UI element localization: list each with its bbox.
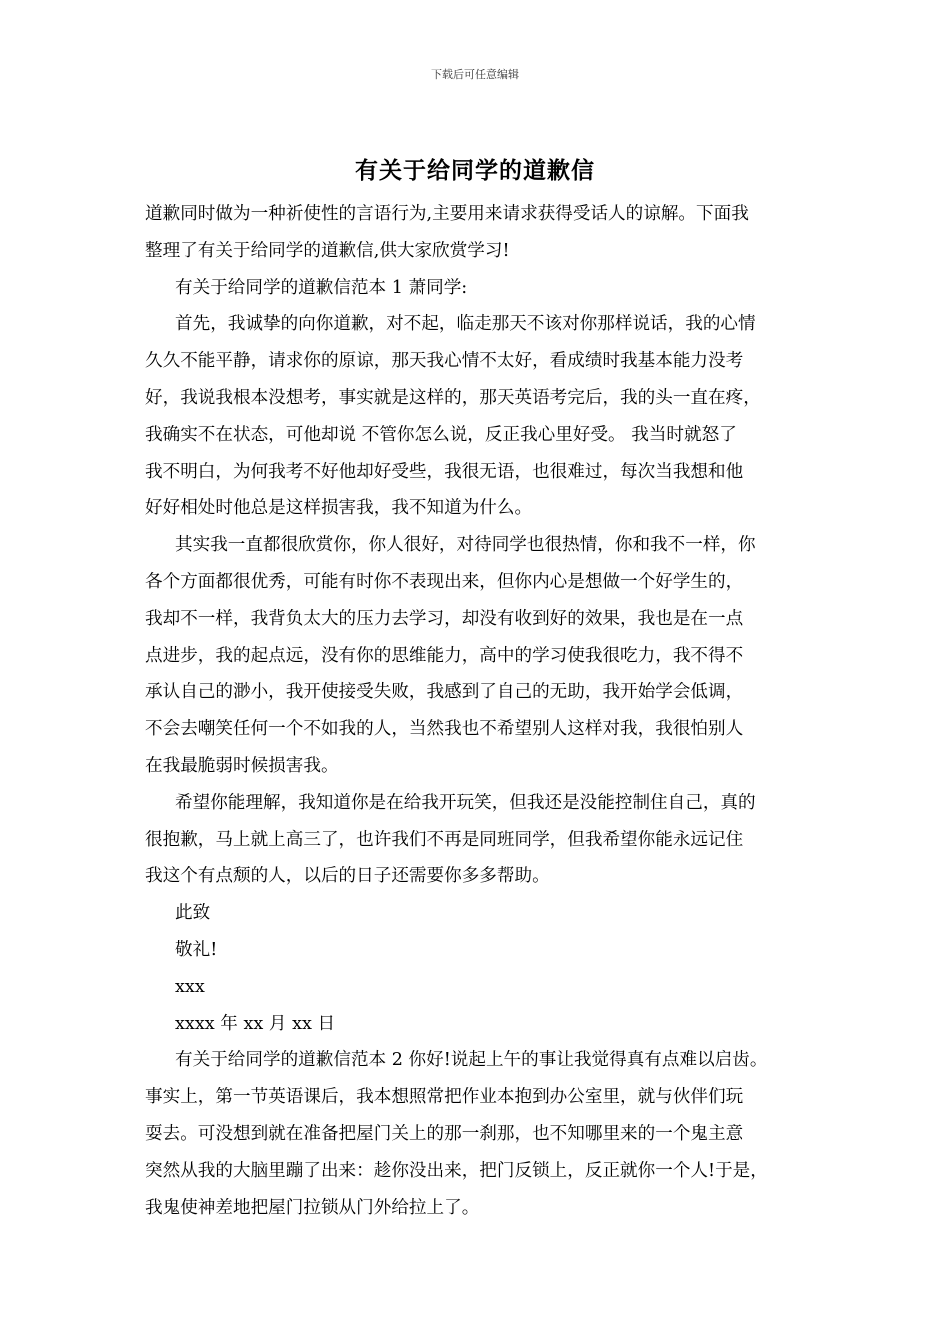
letter-body — [145, 196, 835, 1226]
text-line: 很抱歉，马上就上高三了，也许我们不再是同班同学，但我希望你能永远记住 — [145, 829, 744, 850]
text-line: 我却不一样，我背负太大的压力去学习，却没有收到好的效果，我也是在一点 — [145, 608, 744, 629]
text-line: 此致 — [175, 903, 211, 924]
text-line: 道歉同时做为一种祈使性的言语行为,主要用来请求获得受话人的谅解。下面我 — [145, 204, 749, 224]
document-title: 有关于给同学的道歉信 — [355, 157, 595, 184]
text-line: xxxx 年 xx 月 xx 日 — [175, 1013, 336, 1034]
text-line: 整理了有关于给同学的道歉信,供大家欣赏学习! — [145, 240, 510, 261]
text-line: 久久不能平静，请求你的原谅，那天我心情不太好，看成绩时我基本能力没考 — [145, 351, 744, 372]
text-line: 希望你能理解，我知道你是在给我开玩笑，但我还是没能控制住自己，真的 — [175, 792, 756, 813]
text-line: 在我最脆弱时候损害我。 — [145, 755, 339, 776]
text-line: xxx — [175, 976, 205, 997]
text-line: 承认自己的渺小，我开使接受失败，我感到了自己的无助，我开始学会低调， — [145, 682, 744, 703]
text-line: 敬礼! — [175, 939, 218, 960]
text-line: 事实上，第一节英语课后，我本想照常把作业本抱到办公室里，就与伙伴们玩 — [145, 1087, 744, 1108]
text-line: 好好相处时他总是这样损害我，我不知道为什么。 — [145, 498, 533, 519]
text-line: 突然从我的大脑里蹦了出来：趁你没出来，把门反锁上，反正就你一个人!于是， — [145, 1160, 768, 1181]
text-line: 其实我一直都很欣赏你，你人很好，对待同学也很热情，你和我不一样，你 — [175, 535, 756, 556]
text-line: 首先，我诚挚的向你道歉，对不起，临走那天不该对你那样说话，我的心情 — [175, 314, 756, 335]
page-header-note: 下载后可任意编辑 — [431, 68, 519, 81]
text-line: 有关于给同学的道歉信范本 2 你好!说起上午的事让我觉得真有点难以启齿。 — [175, 1050, 768, 1071]
text-line: 好，我说我根本没想考，事实就是这样的，那天英语考完后，我的头一直在疼， — [145, 387, 761, 408]
text-line: 我不明白，为何我考不好他却好受些，我很无语，也很难过，每次当我想和他 — [145, 461, 744, 482]
text-line: 不会去嘲笑任何一个不如我的人，当然我也不希望别人这样对我，我很怕别人 — [145, 719, 744, 740]
text-line: 我这个有点颓的人，以后的日子还需要你多多帮助。 — [145, 866, 550, 887]
text-line: 点进步，我的起点远，没有你的思维能力，高中的学习使我很吃力，我不得不 — [145, 645, 744, 666]
text-line: 我确实不在状态，可他却说 不管你怎么说，反正我心里好受。 我当时就怒了 — [145, 424, 737, 445]
text-line: 有关于给同学的道歉信范本 1 萧同学: — [175, 277, 468, 298]
text-line: 耍去。可没想到就在准备把屋门关上的那一刹那，也不知哪里来的一个鬼主意 — [145, 1123, 744, 1144]
text-line: 我鬼使神差地把屋门拉锁从门外给拉上了。 — [145, 1197, 480, 1218]
text-line: 各个方面都很优秀，可能有时你不表现出来，但你内心是想做一个好学生的， — [145, 571, 744, 592]
